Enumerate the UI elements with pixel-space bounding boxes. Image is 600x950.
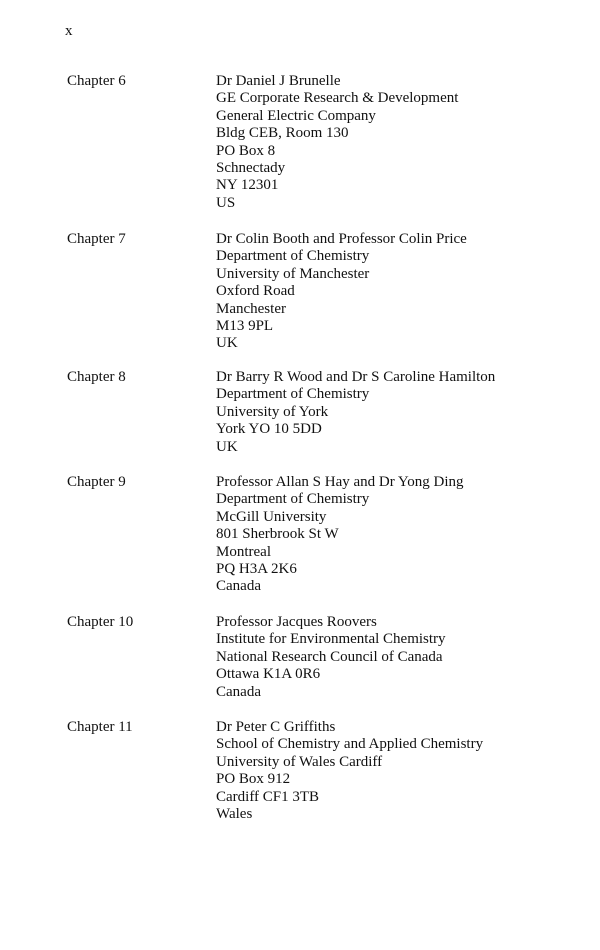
address-line: NY 12301 <box>216 177 279 194</box>
address-line: Cardiff CF1 3TB <box>216 788 320 805</box>
address-line: University of Wales Cardiff <box>216 753 383 770</box>
chapter-label: Chapter 6 <box>67 73 126 89</box>
contributor-name: Dr Barry R Wood and Dr S Caroline Hamilton <box>216 369 496 385</box>
chapter-label: Chapter 11 <box>67 719 133 735</box>
address-line: UK <box>216 335 238 352</box>
contributor-name: Professor Allan S Hay and Dr Yong Ding <box>216 474 464 490</box>
address-line: Wales <box>216 806 253 823</box>
address-line: Oxford Road <box>216 283 295 300</box>
address-block <box>216 73 586 212</box>
address-line: Department of Chemistry <box>216 491 370 508</box>
address-line: General Electric Company <box>216 107 376 124</box>
address-line: M13 9PL <box>216 318 274 335</box>
address-line: University of York <box>216 403 329 420</box>
page-number: x <box>65 23 73 39</box>
chapter-label: Chapter 7 <box>67 231 126 247</box>
address-line: Department of Chemistry <box>216 386 370 403</box>
address-line: 801 Sherbrook St W <box>216 526 339 543</box>
address-line: PO Box 912 <box>216 771 291 788</box>
contributor-name: Dr Daniel J Brunelle <box>216 73 341 89</box>
address-line: Manchester <box>216 300 286 317</box>
address-line: UK <box>216 438 238 455</box>
chapter-label: Chapter 10 <box>67 614 134 630</box>
address-block <box>216 231 586 353</box>
contributor-name: Dr Peter C Griffiths <box>216 719 336 735</box>
address-block <box>216 369 586 456</box>
address-line: Ottawa K1A 0R6 <box>216 666 321 683</box>
address-line: University of Manchester <box>216 265 370 282</box>
contributor-name: Professor Jacques Roovers <box>216 614 377 630</box>
contributor-name: Dr Colin Booth and Professor Colin Price <box>216 231 467 247</box>
address-line: GE Corporate Research & Development <box>216 90 459 107</box>
address-line: Department of Chemistry <box>216 248 370 265</box>
address-line: Canada <box>216 683 261 700</box>
address-line: School of Chemistry and Applied Chemistry <box>216 736 484 753</box>
address-line: McGill University <box>216 508 327 525</box>
address-block <box>216 719 586 823</box>
chapter-label: Chapter 9 <box>67 474 126 490</box>
address-line: PQ H3A 2K6 <box>216 561 297 578</box>
address-line: Schnectady <box>216 160 286 177</box>
address-line: Montreal <box>216 543 271 560</box>
address-line: PO Box 8 <box>216 142 276 159</box>
address-line: Institute for Environmental Chemistry <box>216 631 446 648</box>
address-line: Canada <box>216 578 261 595</box>
address-block <box>216 614 586 701</box>
address-line: National Research Council of Canada <box>216 648 443 665</box>
address-line: York YO 10 5DD <box>216 421 322 438</box>
address-block <box>216 474 586 596</box>
address-line: US <box>216 194 236 211</box>
address-line: Bldg CEB, Room 130 <box>216 125 349 142</box>
chapter-label: Chapter 8 <box>67 369 126 385</box>
